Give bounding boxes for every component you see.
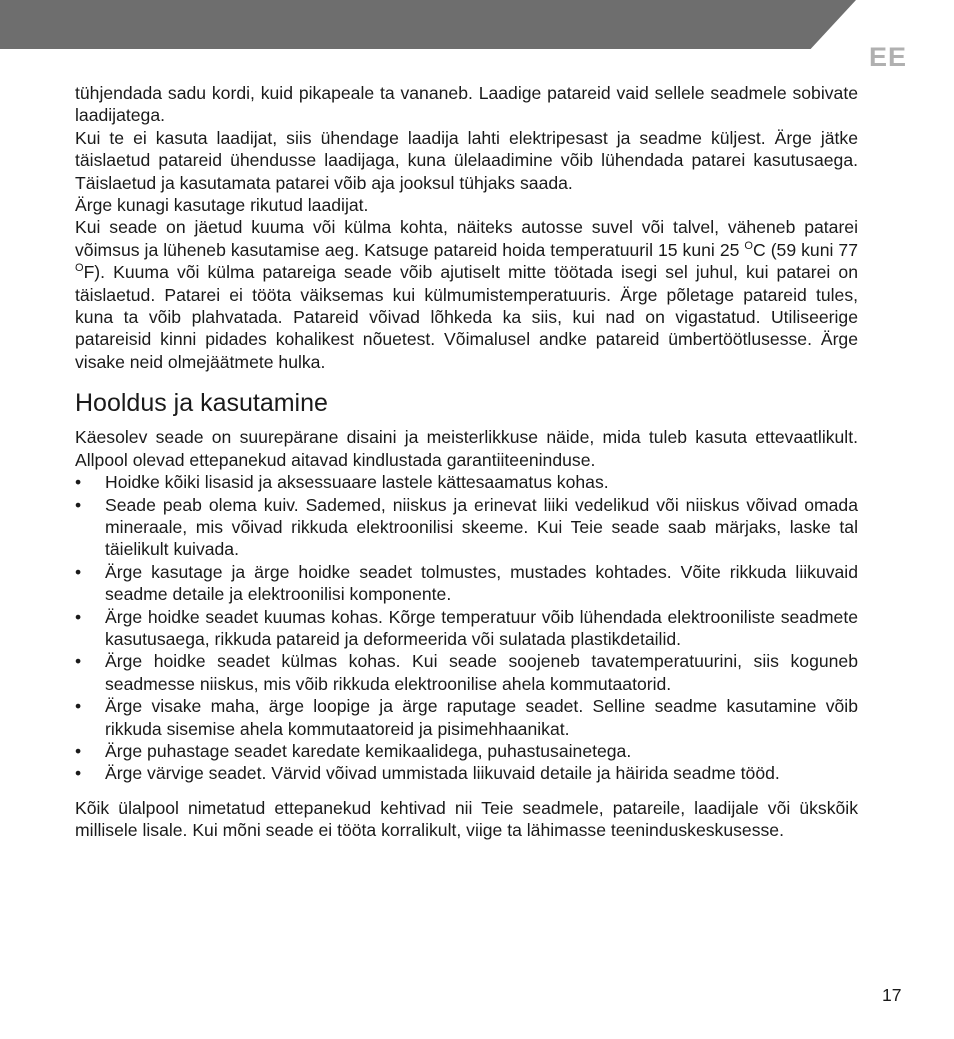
closing-paragraph: Kõik ülalpool nimetatud ettepanekud kehtivad nii Teie seadmele, patareile, laadijale või ükskõik millisele lisale. Kui mõni seade ei tööta korralikult, viige ta lähimasse teeninduskeskusesse. <box>75 797 858 841</box>
list-item: • Hoidke kõiki lisasid ja aksessuaare lastele kättesaamatus kohas. <box>75 471 858 493</box>
temperature-text-b: C (59 kuni 77 <box>752 239 858 260</box>
list-item: • Ärge kasutage ja ärge hoidke seadet tolmustes, mustades kohtades. Võite rikkuda liikuvaid seadme detaile ja elektroonilisi komponente. <box>75 561 858 606</box>
spacer <box>75 785 858 797</box>
list-item: • Seade peab olema kuiv. Sademed, niiskus ja erinevat liiki vedelikud või niiskus võivad omada mineraale, mis võivad rikkuda elektroonilisi skeeme. Kui Teie seade saab märjaks, laske tal täielikult kuivada. <box>75 494 858 561</box>
language-code: EE <box>869 42 908 72</box>
list-item: • Ärge värvige seadet. Värvid võivad ummistada liikuvaid detaile ja häirida seadme tööd. <box>75 762 858 784</box>
header-bar <box>0 0 856 49</box>
care-bullet-list <box>75 471 858 785</box>
paragraph-unplug: Kui te ei kasuta laadijat, siis ühendage laadija lahti elektripesast ja seadme küljest. Ärge jätke täislaetud patareid ühendusse laadijaga, kuna ülelaadimine võib lühendada patarei kasutusaega. Täislaetud ja kasutamata patarei võib aja jooksul tühjaks saada. <box>75 127 858 193</box>
page-content <box>75 82 858 842</box>
section-heading: Hooldus ja kasutamine <box>75 389 328 418</box>
paragraph-charging: tühjendada sadu kordi, kuid pikapeale ta vananeb. Laadige patareid vaid sellele seadmele sobivate laadijatega. <box>75 83 858 126</box>
paragraph-damaged-charger: Ärge kunagi kasutage rikutud laadijat. <box>75 195 369 216</box>
temperature-text-a: Kui seade on jäetud kuuma või külma kohta, näiteks autosse suvel või talvel, väheneb patarei võimsus ja lüheneb kasutamise aeg. Katsuge patareid hoida temperatuuril 15 kuni 25 <box>75 217 858 260</box>
section-intro: Käesolev seade on suurepärane disaini ja meisterlikkuse näide, mida tuleb kasuta ettevaatlikult. Allpool olevad ettepanekud aitavad kindlustada garantiiteeninduse. <box>75 427 858 470</box>
page-number: 17 <box>882 985 902 1005</box>
list-item: • Ärge puhastage seadet karedate kemikaalidega, puhastusainetega. <box>75 740 858 762</box>
paragraph-temperature <box>75 216 858 373</box>
list-item: • Ärge visake maha, ärge loopige ja ärge raputage seadet. Selline seadme kasutamine võib rikkuda sisemise ahela kommutaatoreid ja pisimehhaanikat. <box>75 695 858 740</box>
degree-mark: O <box>75 262 84 275</box>
list-item: • Ärge hoidke seadet kuumas kohas. Kõrge temperatuur võib lühendada elektrooniliste seadmete kasutusaega, rikkuda patareid ja deformeerida või sulatada plastikdetailid. <box>75 606 858 651</box>
degree-mark: O <box>744 239 753 252</box>
temperature-text-c: F). Kuuma või külma patareiga seade võib ajutiselt mitte töötada isegi sel juhul, kui patarei on täislaetud. Patarei ei tööta väiksemas kui külmumistemperatuuris. Ärge põletage patareid tules, kuna ta võib plahvatada. Patareid võivad lõhkeda ka siis, kui nad on vigastatud. Utiliseerige patareisid kinni pidades kohalikest nõuetest. Võimalusel andke patareid ümbertöötlusesse. Ärge visake neid olmejäätmete hulka. <box>75 262 858 372</box>
list-item: • Ärge hoidke seadet külmas kohas. Kui seade soojeneb tavatemperatuurini, siis koguneb seadmesse niiskus, mis võib rikkuda elektroonilise ahela kommutaatorid. <box>75 650 858 695</box>
